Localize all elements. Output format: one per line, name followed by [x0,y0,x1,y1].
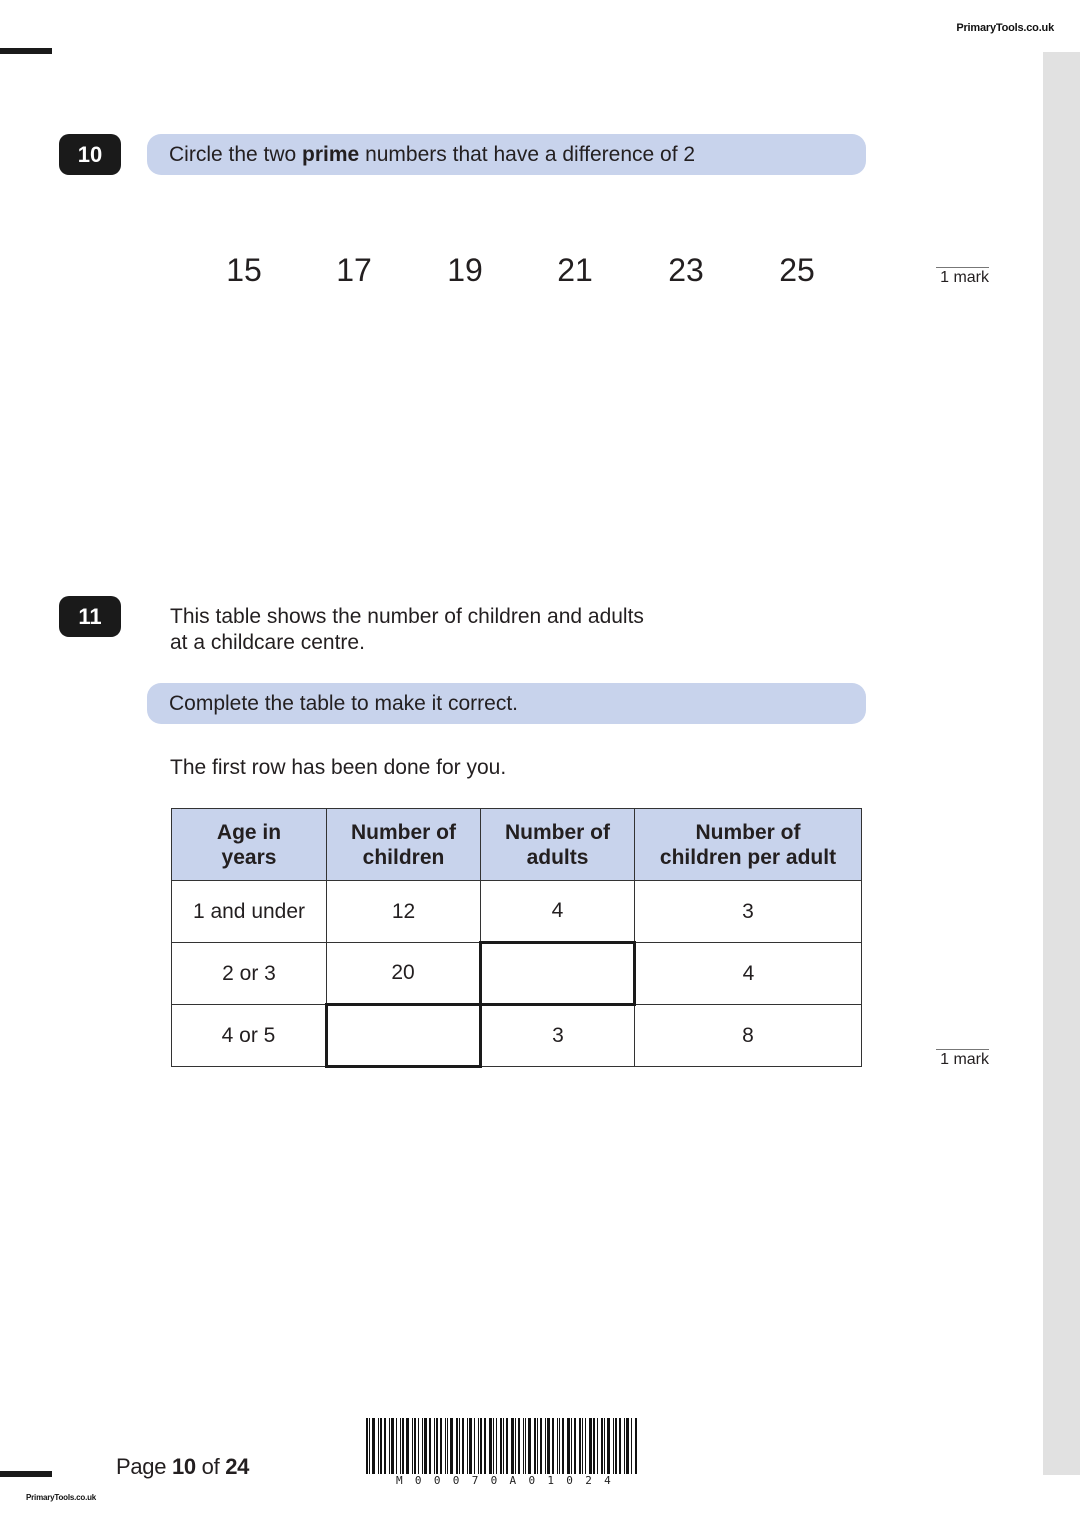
table-header-row [172,809,862,881]
instruction-text-post: numbers that have a difference of 2 [359,142,696,166]
site-watermark-bottom: PrimaryTools.co.uk [26,1493,97,1502]
number-option[interactable]: 15 [226,252,262,288]
header-children-per-adult: Number of children per adult [635,809,862,881]
question-10-instruction [147,134,866,175]
cell-ratio: 4 [635,943,862,1005]
number-option[interactable]: 19 [447,252,483,288]
question-11-instruction: Complete the table to make it correct. [147,683,866,724]
mark-label-q10: 1 mark [936,267,989,287]
page-edge-marker-bottom [0,1471,52,1477]
table-row [172,1005,862,1067]
answer-box-children[interactable] [327,1005,481,1067]
barcode-text: M00070A01024 [396,1474,624,1487]
cell-age: 4 or 5 [172,1005,327,1067]
answer-box-adults[interactable] [481,943,635,1005]
header-age: Age in years [172,809,327,881]
header-children: Number of children [327,809,481,881]
number-option[interactable]: 17 [336,252,372,288]
mark-label-q11: 1 mark [936,1049,989,1069]
table-row [172,881,862,943]
intro-line-2: at a childcare centre. [170,631,365,654]
intro-line-1: This table shows the number of children and adults [170,605,644,628]
number-option[interactable]: 25 [779,252,815,288]
barcode-icon [366,1418,686,1474]
cell-age: 2 or 3 [172,943,327,1005]
question-11-intro [170,604,644,656]
page-number: Page 10 of 24 [116,1454,250,1479]
site-watermark-top: PrimaryTools.co.uk [956,22,1054,34]
table-row [172,943,862,1005]
header-adults: Number of adults [481,809,635,881]
cell-ratio: 3 [635,881,862,943]
question-number-11: 11 [59,596,121,637]
cell-adults: 4 [481,881,635,943]
cell-children: 20 [327,943,481,1005]
childcare-table [171,808,862,1068]
number-option[interactable]: 23 [668,252,704,288]
instruction-text-pre: Circle the two [169,142,303,166]
cell-adults: 3 [481,1005,635,1067]
page-edge-marker-top [0,48,52,54]
question-11-note: The first row has been done for you. [170,756,507,779]
instruction-text-bold: prime [302,142,360,166]
cell-ratio: 8 [635,1005,862,1067]
number-options [0,252,1080,292]
cell-age: 1 and under [172,881,327,943]
cell-children: 12 [327,881,481,943]
question-number-10: 10 [59,134,121,175]
number-option[interactable]: 21 [557,252,593,288]
